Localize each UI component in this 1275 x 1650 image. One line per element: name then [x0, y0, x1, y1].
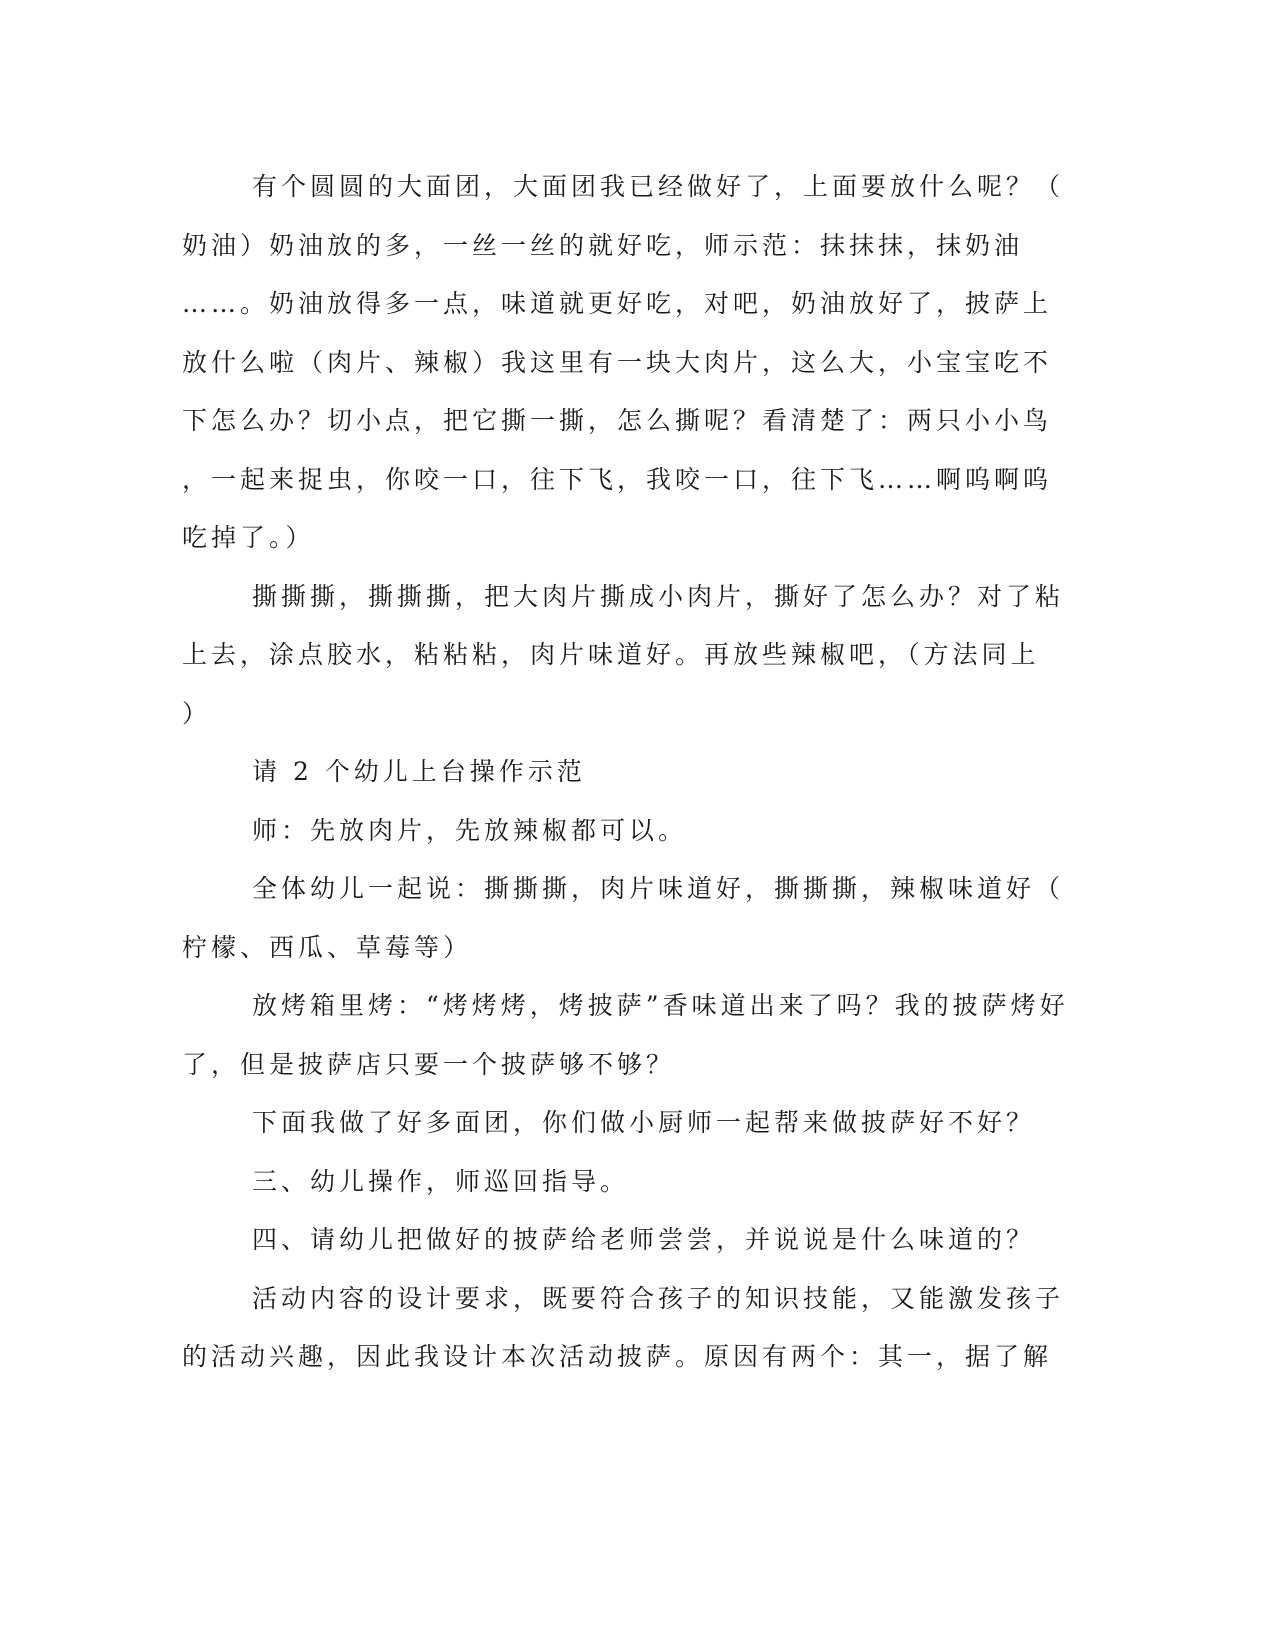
- text-line: 有个圆圆的大面团，大面团我已经做好了，上面要放什么呢？（: [252, 172, 1065, 201]
- text-line: ）: [182, 698, 212, 728]
- text-line: 四、请幼儿把做好的披萨给老师尝尝，并说说是什么味道的？: [252, 1225, 1036, 1254]
- text-line: 师：先放肉片，先放辣椒都可以。: [252, 815, 688, 845]
- text-line: 的活动兴趣，因此我设计本次活动披萨。原因有两个：其一，据了解: [182, 1342, 1053, 1371]
- text-line: 撕撕撕，撕撕撕，把大肉片撕成小肉片，撕好了怎么办？对了粘: [252, 581, 1065, 611]
- text-line: 放什么啦（肉片、辣椒）我这里有一块大肉片，这么大，小宝宝吃不: [182, 347, 1053, 377]
- text-line: 柠檬、西瓜、草莓等）: [182, 932, 473, 962]
- body-text: [182, 158, 1082, 1387]
- text-line: 上去，涂点胶水，粘粘粘，肉片味道好。再放些辣椒吧，（方法同上: [182, 640, 1040, 669]
- text-line: 奶油）奶油放的多，一丝一丝的就好吃，师示范：抹抹抹，抹奶油: [182, 230, 1024, 260]
- text-line: 三、幼儿操作，师巡回指导。: [252, 1166, 630, 1196]
- text-line: 下面我做了好多面团，你们做小厨师一起帮来做披萨好不好？: [252, 1108, 1036, 1137]
- text-line: 下怎么办？切小点，把它撕一撕，怎么撕呢？看清楚了：两只小小鸟: [182, 406, 1053, 435]
- text-line: 放烤箱里烤：“烤烤烤，烤披萨”香味道出来了吗？我的披萨烤好: [252, 991, 1069, 1020]
- text-line: ，一起来捉虫，你咬一口，往下飞，我咬一口，往下飞……啊呜啊呜: [182, 464, 1053, 494]
- text-line: 活动内容的设计要求，既要符合孩子的知识技能，又能激发孩子: [252, 1283, 1065, 1313]
- text-line: 请 2 个幼儿上台操作示范: [252, 757, 586, 786]
- text-line: ……。奶油放得多一点，味道就更好吃，对吧，奶油放好了，披萨上: [182, 289, 1053, 318]
- text-line: 吃掉了。）: [182, 523, 315, 552]
- text-line: 全体幼儿一起说：撕撕撕，肉片味道好，撕撕撕，辣椒味道好（: [252, 874, 1065, 903]
- text-line: 了，但是披萨店只要一个披萨够不够？: [182, 1049, 676, 1079]
